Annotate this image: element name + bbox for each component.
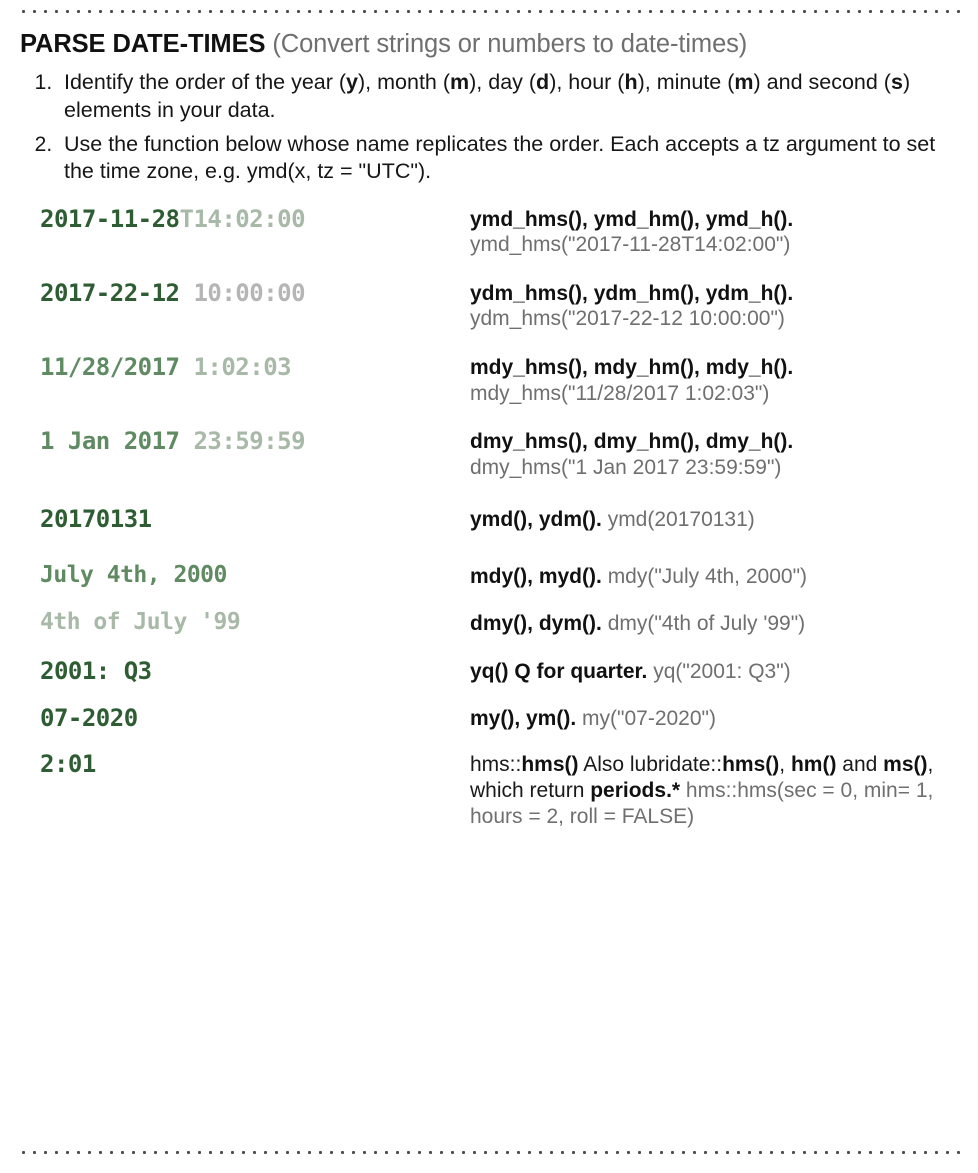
- sample-date-secondary: T14:02:00: [179, 204, 306, 233]
- bottom-divider: [18, 1150, 960, 1155]
- sample-date-primary: 2001: Q3: [40, 657, 152, 686]
- function-description: [470, 280, 960, 332]
- sample-date-primary: 4th of July '99: [40, 608, 241, 635]
- function-names: ymd_hms(), ymd_hm(), ymd_h().: [470, 207, 794, 231]
- function-names: my(), ym().: [470, 706, 577, 730]
- function-names: dmy(), dym().: [470, 611, 602, 635]
- sample-date: [18, 428, 470, 454]
- top-divider: [18, 9, 960, 14]
- table-row: [18, 280, 960, 332]
- sample-date: [18, 563, 470, 588]
- hms-sep-3: , which return: [470, 753, 934, 803]
- sample-date-primary: 1 Jan 2017: [40, 427, 180, 456]
- function-example: dmy("4th of July '99"): [607, 611, 806, 635]
- sample-date: [18, 751, 470, 777]
- function-description: [470, 563, 960, 590]
- sample-date: [18, 658, 470, 684]
- page-title-strong: PARSE DATE-TIMES: [20, 30, 266, 58]
- function-name-hms: hms(): [521, 753, 579, 777]
- function-description: [470, 506, 960, 533]
- hms-sep-2: and: [836, 753, 884, 777]
- function-example: mdy("July 4th, 2000"): [607, 564, 808, 588]
- table-row: [18, 610, 960, 637]
- table-row: [18, 506, 960, 533]
- sample-date-secondary: 1:02:03: [179, 352, 292, 381]
- sample-date: [18, 206, 470, 232]
- function-description: [470, 428, 960, 480]
- table-row: [18, 206, 960, 258]
- sample-date-secondary: 23:59:59: [179, 427, 306, 456]
- step-2-text: Use the function below whose name replicates the order. Each accepts a tz argument to set the time zone, e.g. ymd(x, tz = "UTC").: [64, 131, 936, 184]
- sample-date: [18, 506, 470, 532]
- list-item: [58, 131, 960, 186]
- sample-date-secondary: 10:00:00: [179, 278, 306, 307]
- function-names: ydm_hms(), ydm_hm(), ydm_h().: [470, 281, 794, 305]
- function-description: [470, 751, 960, 829]
- function-names: dmy_hms(), dmy_hm(), dmy_h().: [470, 430, 794, 454]
- sample-date: [18, 280, 470, 306]
- table-row: [18, 751, 960, 829]
- function-names: mdy(), myd().: [470, 564, 602, 588]
- function-example: mdy_hms("11/28/2017 1:02:03"): [470, 381, 770, 405]
- table-row: [18, 563, 960, 590]
- cheatsheet-page: [0, 9, 978, 1173]
- function-example: my("07-2020"): [582, 706, 716, 730]
- page-title-sub: (Convert strings or numbers to date-times): [272, 30, 748, 58]
- function-name-lubridate-hms: hms(): [722, 753, 780, 777]
- function-description: [470, 206, 960, 258]
- function-names: mdy_hms(), mdy_hm(), mdy_h().: [470, 355, 794, 379]
- function-description: [470, 354, 960, 406]
- table-row: [18, 428, 960, 480]
- function-names: yq() Q for quarter.: [470, 660, 648, 684]
- sample-date-primary: 11/28/2017: [40, 352, 180, 381]
- function-example: dmy_hms("1 Jan 2017 23:59:59"): [470, 455, 782, 479]
- hms-prefix: hms::: [470, 753, 522, 777]
- sample-date-primary: 07-2020: [40, 703, 138, 732]
- table-row: [18, 658, 960, 685]
- table-row: [18, 705, 960, 732]
- sample-date-primary: 2017-11-28: [40, 204, 180, 233]
- sample-date-primary: 20170131: [40, 505, 152, 534]
- sample-date-primary: July 4th, 2000: [40, 561, 227, 588]
- sample-date-primary: 2017-22-12: [40, 278, 180, 307]
- hms-sep-1: ,: [779, 753, 791, 777]
- function-description: [470, 658, 960, 685]
- function-name-ms: ms(): [883, 753, 928, 777]
- hms-also: Also lubridate::: [578, 753, 723, 777]
- function-example: hms::hms(sec = 0, min= 1, hours = 2, roll = FALSE): [470, 779, 934, 828]
- function-description: [470, 610, 960, 637]
- sample-date: [18, 610, 470, 635]
- page-title: [20, 30, 960, 59]
- sample-date-primary: 2:01: [40, 750, 96, 779]
- sample-date: [18, 354, 470, 380]
- function-description: [470, 705, 960, 732]
- steps-list: [18, 69, 960, 185]
- list-item: 1. Identify the order of the year (y), month (m), day (d), hour (h), minute (m) and second (s) elements in your data.: [58, 69, 960, 124]
- function-example: yq("2001: Q3"): [653, 660, 791, 684]
- parse-examples-table: [18, 206, 960, 830]
- function-name-hm: hm(): [790, 753, 837, 777]
- table-row: [18, 354, 960, 406]
- function-example: ydm_hms("2017-22-12 10:00:00"): [470, 307, 785, 331]
- function-example: ymd(20170131): [607, 508, 755, 532]
- function-names: ymd(), ydm().: [470, 508, 602, 532]
- periods-note: periods.*: [590, 779, 681, 803]
- function-example: ymd_hms("2017-11-28T14:02:00"): [470, 233, 791, 257]
- sample-date: [18, 705, 470, 731]
